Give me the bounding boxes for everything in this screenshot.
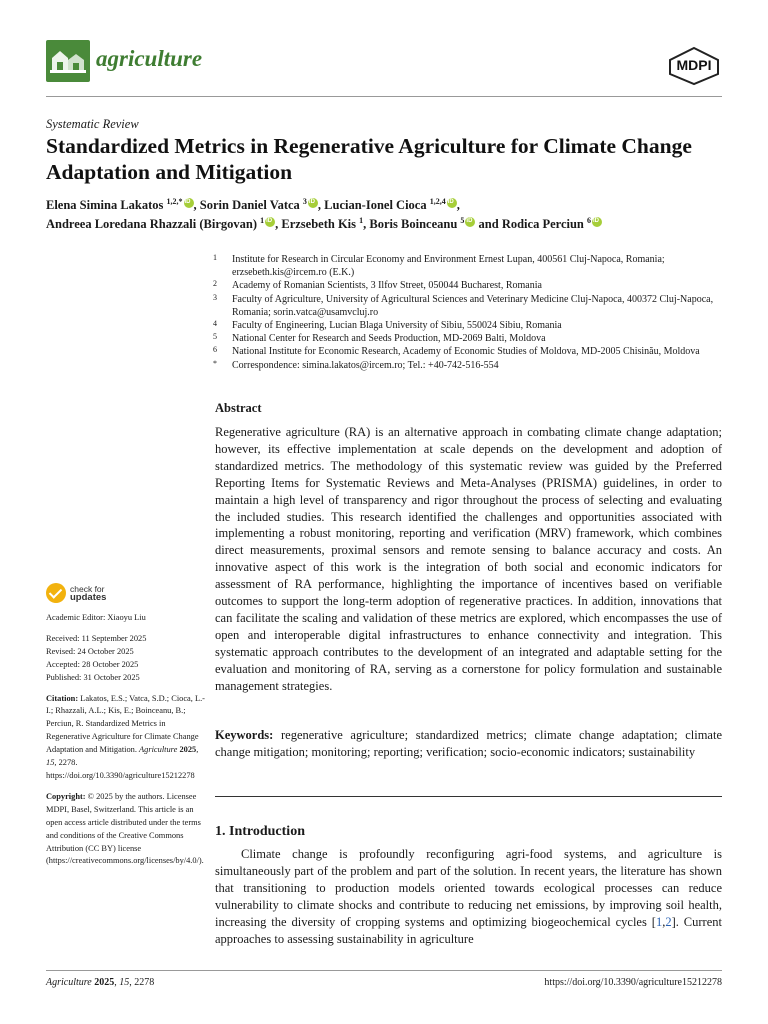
received-date: Received: 11 September 2025 — [46, 633, 147, 643]
authors-line-2: Andreea Loredana Rhazzali (Birgovan) $^1$iD , Erzsebeth Kis $^1$, Boris Boinceanu $^5$iD and Rodica Perciun $^6$iD — [46, 216, 602, 232]
orcid-icon[interactable] — [184, 198, 194, 208]
author-name[interactable]: Erzsebeth Kis — [281, 217, 357, 232]
author-name[interactable]: Rodica Perciun — [501, 217, 584, 232]
accepted-date: Accepted: 28 October 2025 — [46, 659, 139, 669]
keywords-label: Keywords: — [215, 728, 274, 742]
author-affil: 1,2,* — [166, 197, 183, 206]
header-divider — [46, 96, 722, 97]
abstract-text: Regenerative agriculture (RA) is an alternative approach in combating climate change adaptation; however, its effective implementation at scale depends on the development and adoption of standardized metrics. The methodology of this systematic review was guided by the Preferred Reporting Items for Systematic Reviews and Meta-Analyses (PRISMA) guidelines, in order to maintain a high level of transparency and rigor throughout the process of selecting and evaluating the included studies. This research identified the challenges and opportunities associated with implementing a robust monitoring, reporting and verification (MRV) framework, which combines direct measurements, proximal sensors and remote sensing to balance accuracy and costs. An innovative aspect of this work is the integration of both social and economic indicators for assessment of RA performance, highlighting the importance of incentives based on verifiable outcomes to support the long-term adoption of regenerative practices. In addition, innovations that can facilitate the scaling and validation of these metrics are explored, which encompasses the use of open and interoperable digital infrastructures to enhance connectivity and integration. This systematic approach contributes to the development of an integrated and adaptable setting for the evaluation and monitoring of RA, serving as a cornerstone for policy formulation and sustainable management strategies. — [215, 425, 722, 693]
sidebar — [46, 612, 206, 868]
intro-text: Climate change is profoundly reconfiguring agri-food systems, and agriculture is simultaneously part of the problem and part of the solution. In recent years, the literature has shown that transitioning to production models oriented towards ecological processes can reduce vulnerability to climate shocks and contribute to reducing net emissions, by improving soil health, increasing the diversity of cropping systems and optimizing biogeochemical cycles [1,2]. Current approaches to assessing sustainability in agriculture — [215, 847, 722, 946]
keywords-text: regenerative agriculture; standardized metrics; climate change adaptation; climate change mitigation; monitoring; reporting; verification; socio-economic indicators; sustainability — [215, 728, 722, 759]
copyright-block: Copyright: © 2025 by the authors. Licensee MDPI, Basel, Switzerland. This article is an open access article distributed under the terms and conditions of the Creative Commons Attribution (CC BY) license (https://creativecommons.org/licenses/by/4.0/). — [46, 791, 204, 866]
author-affil: 1 — [359, 216, 364, 225]
published-date: Published: 31 October 2025 — [46, 672, 140, 682]
orcid-icon[interactable] — [447, 198, 457, 208]
orcid-icon[interactable] — [592, 217, 602, 227]
citation-link[interactable]: 2 — [665, 915, 672, 929]
author-name[interactable]: Andreea Loredana Rhazzali (Birgovan) — [46, 217, 257, 232]
affiliation-item: 6 National Institute for Economic Research, Academy of Economic Studies of Moldova, MD-2005 Chisinău, Moldova — [213, 345, 700, 358]
section-divider — [215, 796, 722, 797]
revised-date: Revised: 24 October 2025 — [46, 646, 134, 656]
article-title: Standardized Metrics in Regenerative Agriculture for Climate Change Adaptation and Mitigation — [46, 134, 692, 184]
journal-name: agriculture — [96, 46, 203, 71]
intro-heading: 1. Introduction — [215, 824, 305, 839]
keywords — [215, 727, 722, 761]
affiliation-item: 4 Faculty of Engineering, Lucian Blaga University of Sibiu, 550024 Sibiu, Romania — [213, 319, 562, 332]
abstract-heading: Abstract — [215, 401, 262, 415]
author-name[interactable]: Sorin Daniel Vatca — [199, 198, 300, 213]
affiliation-item: 2 Academy of Romanian Scientists, 3 Ilfov Street, 050044 Bucharest, Romania — [213, 279, 542, 292]
authors-line-1: Elena Simina Lakatos $^{1,2,*}$iD , Sorin Daniel Vatca $^3$iD , Lucian-Ionel Cioca $^{1,2,4}$iD , — [46, 197, 460, 213]
orcid-icon[interactable] — [265, 217, 275, 227]
author-affil: 1 — [260, 216, 265, 225]
citation-block: Citation: Lakatos, E.S.; Vatca, S.D.; Cioca, L.-I.; Rhazzali, A.L.; Kis, E.; Boinceanu, B.; Perciun, R. Standardized Metrics in Regenerative Agriculture for Climate Change Adaptation and Mitigation. Agriculture 2025, 15, 2278. https://doi.org/10.3390/agriculture15212278 — [46, 693, 205, 780]
citation-link[interactable]: 1 — [655, 915, 663, 929]
check-icon — [46, 583, 66, 603]
orcid-icon[interactable] — [465, 217, 475, 227]
affiliation-item: 5 National Center for Research and Seeds Production, MD-2069 Balti, Moldova — [213, 332, 546, 345]
author-name[interactable]: Elena Simina Lakatos — [46, 198, 164, 213]
author-name[interactable]: Boris Boinceanu — [369, 217, 458, 232]
affiliation-item: 1 Institute for Research in Circular Economy and Environment Ernest Lupan, 400561 Cluj-Napoca, Romania; erzsebeth.kis@ircem.ro (E.K.) — [213, 253, 665, 279]
publisher-name: MDPI — [676, 57, 712, 73]
author-affil: 1,2,4 — [429, 197, 446, 206]
footer-citation: Agriculture 2025, 15, 2278 — [46, 977, 155, 988]
affiliation-item: 3 Faculty of Agriculture, University of Agricultural Sciences and Veterinary Medicine Cluj-Napoca, 400372 Cluj-Napoca, Romania; sorin.vatca@usamvcluj.ro — [213, 292, 714, 318]
author-affil: 3 — [302, 197, 307, 206]
correspondence: * Correspondence: simina.lakatos@ircem.ro; Tel.: +40-742-516-554 — [213, 358, 499, 371]
academic-editor: Academic Editor: Xiaoyu Liu — [46, 613, 146, 622]
author-affil: 5 — [460, 216, 465, 225]
affiliations — [213, 253, 733, 372]
footer-divider — [46, 970, 722, 971]
mdpi-logo — [666, 46, 722, 86]
author-affil: 6 — [587, 216, 591, 225]
author-name[interactable]: Lucian-Ionel Cioca — [324, 198, 427, 213]
footer-doi-link[interactable]: https://doi.org/10.3390/agriculture15212278 — [544, 977, 722, 988]
orcid-icon[interactable] — [308, 198, 318, 208]
barn-logo-icon — [46, 40, 90, 82]
article-type: Systematic Review — [46, 117, 139, 131]
